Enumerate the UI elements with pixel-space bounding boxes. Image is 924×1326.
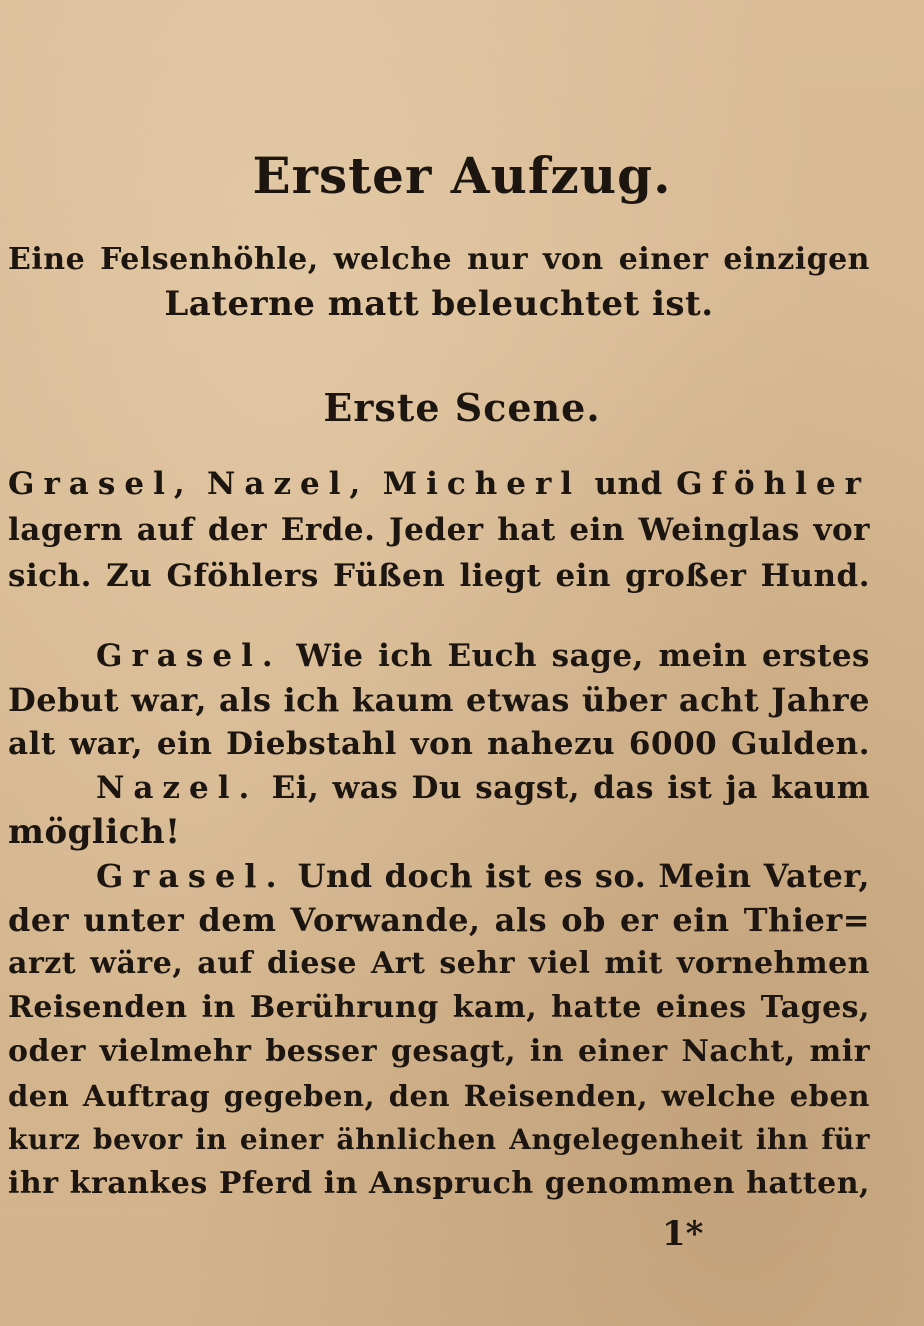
speech-line: oder vielmehr besser gesagt, in einer Nacht, mir: [8, 1034, 870, 1069]
stage-direction-line: Laterne matt beleuchtet ist.: [164, 284, 714, 324]
stage-direction-line: Eine Felsenhöhle, welche nur von einer einzigen: [8, 242, 870, 277]
speech-text: Und doch ist es so. Mein Vater,: [297, 857, 871, 895]
speaker-name: Nazel.: [96, 770, 259, 806]
speech-line: den Auftrag gegeben, den Reisenden, welche eben: [8, 1079, 870, 1113]
characters-line: [8, 462, 870, 506]
speaker-name: Grasel.: [96, 638, 282, 674]
speech-text: Ei, was Du sagst, das ist ja kaum: [271, 770, 870, 806]
speech-line: möglich!: [8, 812, 181, 852]
speech-line: kurz bevor in einer ähnlichen Angelegenheit ihn für: [8, 1123, 870, 1156]
scene-heading: Erste Scene.: [323, 385, 601, 430]
character-name: Nazel,: [207, 466, 370, 502]
character-name: Gföhler: [676, 466, 870, 502]
act-title: Erster Aufzug.: [252, 146, 672, 205]
speech-first-line: [96, 854, 870, 898]
page-number: 1*: [662, 1214, 704, 1254]
characters-line: sich. Zu Gföhlers Füßen liegt ein großer Hund.: [8, 558, 870, 594]
speech-first-line: [96, 766, 870, 810]
speech-line: ihr krankes Pferd in Anspruch genommen hatten,: [8, 1166, 870, 1201]
speech-line: Debut war, als ich kaum etwas über acht Jahre: [8, 681, 870, 719]
speech-line: arzt wäre, auf diese Art sehr viel mit vornehmen: [8, 946, 870, 981]
character-name: Micherl: [382, 466, 582, 502]
character-name: Grasel,: [8, 466, 194, 502]
speaker-name: Grasel.: [96, 857, 286, 895]
speech-first-line: [96, 634, 870, 678]
characters-line: lagern auf der Erde. Jeder hat ein Weinglas vor: [8, 512, 870, 548]
conjunction-text: und: [594, 466, 663, 502]
speech-line: der unter dem Vorwande, als ob er ein Thier=: [8, 901, 870, 939]
speech-text: Wie ich Euch sage, mein erstes: [296, 638, 870, 674]
speech-line: alt war, ein Diebstahl von nahezu 6000 Gulden.: [8, 726, 870, 762]
speech-line: Reisenden in Berührung kam, hatte eines Tages,: [8, 990, 870, 1025]
